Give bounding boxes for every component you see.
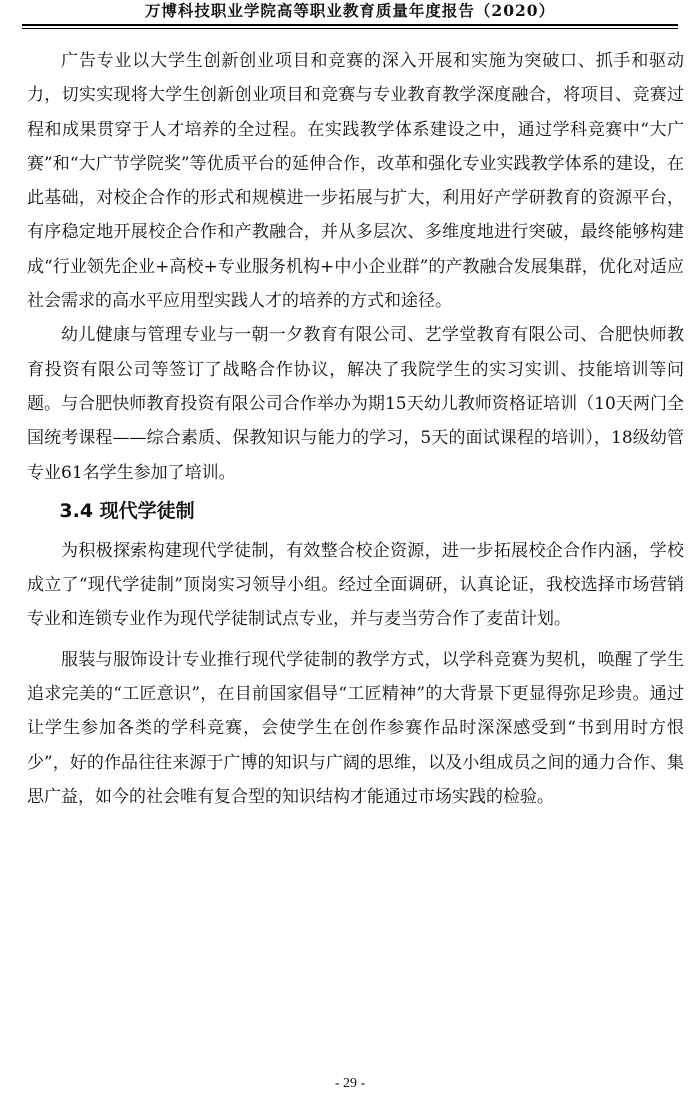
page-number: - 29 - bbox=[334, 1076, 366, 1091]
page-body bbox=[27, 44, 684, 814]
section-heading: 3.4 现代学徒制 bbox=[59, 499, 195, 522]
report-header bbox=[22, 0, 678, 26]
paragraph-fashion-design: 服装与服饰设计专业推行现代学徒制的教学方式，以学科竞赛为契机，唤醒了学生追求完美的“工匠意识”，在目前国家倡导“工匠精神”的大背景下更显得弥足珍贵。通过让学生参加各类的学科竞赛，会使学生在创作参赛作品时深深感受到“书到用时方恨少”，好的作品往往来源于广博的知识与广阔的思维，以及小组成员之间的通力合作、集思广益，如今的社会唯有复合型的知识结构才能通过市场实践的检验。 bbox=[27, 649, 684, 807]
paragraph-advertising: 广告专业以大学生创新创业项目和竞赛的深入开展和实施为突破口、抓手和驱动力，切实实现将大学生创新创业项目和竞赛与专业教育教学深度融合，将项目、竞赛过程和成果贯穿于人才培养的全过程。在实践教学体系建设之中，通过学科竞赛中“大广赛”和“大广节学院奖”等优质平台的延伸合作，改革和强化专业实践教学体系的建设，在此基础，对校企合作的形式和规模进一步拓展与扩大，利用好产学研教育的资源平台，有序稳定地开展校企合作和产教融合，并从多层次、多维度地进行突破，最终能够构建成“行业领先企业+高校+专业服务机构+中小企业群”的产教融合发展集群，优化对适应社会需求的高水平应用型实践人才的培养的方式和途径。 bbox=[27, 51, 684, 312]
report-header-title: 万博科技职业学院高等职业教育质量年度报告（2020） bbox=[144, 1, 556, 20]
paragraph-apprenticeship: 为积极探索构建现代学徒制，有效整合校企资源，进一步拓展校企合作内涵，学校成立了“现代学徒制”顶岗实习领导小组。经过全面调研，认真论证，我校选择市场营销专业和连锁专业作为现代学徒制试点专业，并与麦当劳合作了麦苗计划。 bbox=[27, 540, 684, 630]
paragraph-early-childhood: 幼儿健康与管理专业与一朝一夕教育有限公司、艺学堂教育有限公司、合肥快师教育投资有限公司等签订了战略合作协议，解决了我院学生的实习实训、技能培训等问题。与合肥快师教育投资有限公司合作举办为期15天幼儿教师资格证培训（10天两门全国统考课程——综合素质、保教知识与能力的学习，5天的面试课程的培训），18级幼管专业61名学生参加了培训。 bbox=[27, 325, 684, 483]
